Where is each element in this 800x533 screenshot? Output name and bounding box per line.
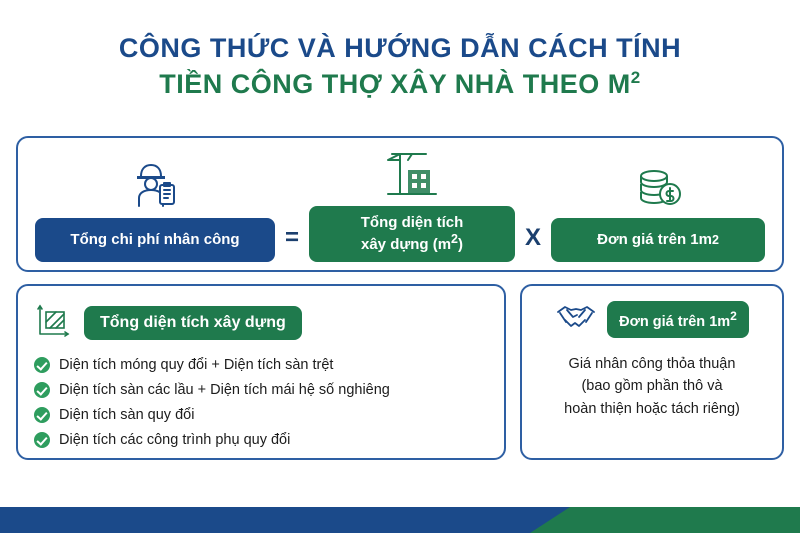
worker-icon bbox=[127, 158, 183, 214]
unit-price-heading-text: Đơn giá trên 1m bbox=[619, 313, 731, 330]
unit-price-text-line-1: Giá nhân công thỏa thuận bbox=[568, 356, 736, 372]
unit-price-label: Đơn giá trên 1m bbox=[597, 231, 712, 248]
unit-price-text-line-3: hoàn thiện hoặc tách riêng) bbox=[564, 400, 740, 417]
list-item-label: Diện tích các công trình phụ quy đổi bbox=[59, 432, 291, 448]
equals-operator: = bbox=[284, 224, 299, 251]
check-icon bbox=[34, 407, 50, 423]
unit-price-heading-sup: 2 bbox=[730, 309, 737, 324]
area-measure-icon bbox=[34, 300, 74, 345]
list-item bbox=[34, 382, 488, 398]
list-item bbox=[34, 432, 488, 448]
check-icon bbox=[34, 382, 50, 398]
multiply-operator: X bbox=[525, 224, 542, 251]
footer-green-bar bbox=[530, 507, 800, 533]
check-icon bbox=[34, 357, 50, 373]
list-item bbox=[34, 357, 488, 373]
unit-price-pill bbox=[551, 218, 765, 262]
unit-price-heading bbox=[607, 301, 749, 338]
total-area-panel bbox=[16, 284, 506, 460]
total-area-label-line2 bbox=[361, 232, 463, 254]
total-area-unit-text: xây dựng (m bbox=[361, 236, 452, 253]
list-item-label: Diện tích móng quy đổi + Diện tích sàn trệt bbox=[59, 357, 334, 373]
title-line-1: CÔNG THỨC VÀ HƯỚNG DẪN CÁCH TÍNH bbox=[118, 33, 682, 63]
total-area-label-line1: Tổng diện tích bbox=[360, 214, 464, 231]
formula-panel bbox=[16, 136, 784, 272]
handshake-icon bbox=[555, 300, 597, 339]
list-item-label: Diện tích sàn các lầu + Diện tích mái hệ số nghiêng bbox=[59, 382, 390, 398]
formula-term-unit-price bbox=[551, 158, 765, 262]
check-icon bbox=[34, 432, 50, 448]
formula-row bbox=[18, 146, 782, 262]
unit-price-text-line-2: (bao gồm phần thô và bbox=[581, 378, 723, 395]
unit-price-description bbox=[534, 353, 770, 420]
total-area-panel-header bbox=[34, 300, 488, 345]
coins-icon bbox=[630, 158, 686, 214]
formula-term-labor-cost bbox=[35, 158, 275, 262]
unit-price-panel bbox=[520, 284, 784, 460]
unit-price-sup: 2 bbox=[711, 232, 719, 247]
total-area-pill bbox=[309, 206, 515, 262]
formula-term-total-area bbox=[309, 146, 515, 262]
footer-bar bbox=[0, 507, 800, 533]
unit-price-panel-header bbox=[534, 300, 770, 339]
total-area-unit-sup: 2 bbox=[451, 232, 458, 246]
total-area-heading: Tổng diện tích xây dựng bbox=[84, 306, 302, 340]
crane-icon bbox=[382, 146, 442, 202]
page-title bbox=[0, 0, 800, 103]
total-area-unit-close: ) bbox=[458, 236, 463, 253]
labor-cost-pill: Tổng chi phí nhân công bbox=[35, 218, 275, 262]
list-item bbox=[34, 407, 488, 423]
title-superscript: 2 bbox=[630, 68, 641, 88]
list-item-label: Diện tích sàn quy đổi bbox=[59, 407, 195, 423]
total-area-bullet-list bbox=[34, 357, 488, 448]
title-line-2 bbox=[0, 66, 800, 102]
title-line-2-text: TIỀN CÔNG THỢ XÂY NHÀ THEO M bbox=[159, 69, 631, 100]
